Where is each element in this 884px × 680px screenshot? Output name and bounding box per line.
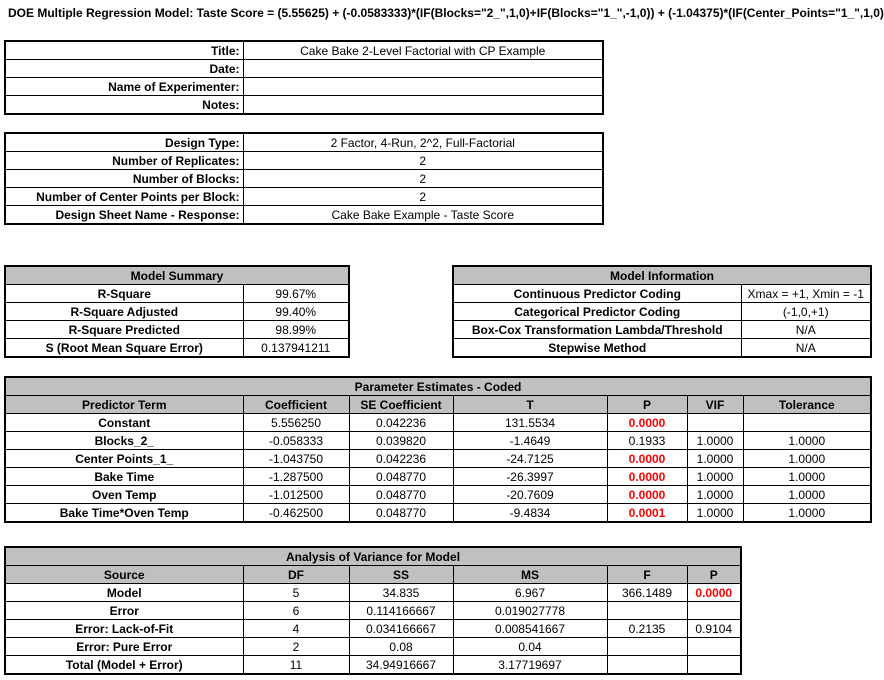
stepwise-value: N/A <box>741 339 871 358</box>
continuous-coding-label: Continuous Predictor Coding <box>453 285 741 303</box>
anova-df: 5 <box>243 584 349 602</box>
anova-df: 2 <box>243 638 349 656</box>
anova-ss: 0.08 <box>349 638 453 656</box>
design-table <box>4 132 604 225</box>
model-info-row <box>453 303 871 321</box>
anova-ss: 34.835 <box>349 584 453 602</box>
column-header: T <box>453 396 607 414</box>
vif: 1.0000 <box>687 486 743 504</box>
rmse-label: S (Root Mean Square Error) <box>5 339 243 358</box>
tolerance: 1.0000 <box>743 432 871 450</box>
predictor-term: Bake Time <box>5 468 243 486</box>
center-points-value: 2 <box>243 188 603 206</box>
r-square-adjusted-label: R-Square Adjusted <box>5 303 243 321</box>
column-header: Source <box>5 566 243 584</box>
column-header: SS <box>349 566 453 584</box>
model-info-row <box>453 321 871 339</box>
anova-f <box>607 602 687 620</box>
column-header: VIF <box>687 396 743 414</box>
date-value[interactable] <box>243 60 603 78</box>
model-summary-row <box>5 285 349 303</box>
design-row-center-points <box>5 188 603 206</box>
column-header: F <box>607 566 687 584</box>
t-value: 131.5534 <box>453 414 607 432</box>
model-info-row <box>453 339 871 358</box>
column-header: DF <box>243 566 349 584</box>
anova-f: 0.2135 <box>607 620 687 638</box>
box-cox-label: Box-Cox Transformation Lambda/Threshold <box>453 321 741 339</box>
predictor-term: Center Points_1_ <box>5 450 243 468</box>
column-header: SE Coefficient <box>349 396 453 414</box>
tolerance: 1.0000 <box>743 504 871 523</box>
column-header: Coefficient <box>243 396 349 414</box>
anova-f: 366.1489 <box>607 584 687 602</box>
sheet-name-label: Design Sheet Name - Response: <box>5 206 243 225</box>
anova-df: 6 <box>243 602 349 620</box>
table-row <box>5 620 741 638</box>
model-summary-row <box>5 321 349 339</box>
anova-p: 0.9104 <box>687 620 741 638</box>
title-value[interactable]: Cake Bake 2-Level Factorial with CP Example <box>243 41 603 60</box>
se-coefficient: 0.042236 <box>349 450 453 468</box>
coefficient: -0.058333 <box>243 432 349 450</box>
t-value: -20.7609 <box>453 486 607 504</box>
anova-source: Error: Lack-of-Fit <box>5 620 243 638</box>
t-value: -24.7125 <box>453 450 607 468</box>
p-value: 0.0000 <box>607 486 687 504</box>
column-header: Predictor Term <box>5 396 243 414</box>
r-square-adjusted-value: 99.40% <box>243 303 349 321</box>
anova-header: Analysis of Variance for Model <box>5 547 741 566</box>
anova-source: Model <box>5 584 243 602</box>
design-type-label: Design Type: <box>5 133 243 152</box>
table-row <box>5 432 871 450</box>
experimenter-value[interactable] <box>243 78 603 96</box>
info-row-date <box>5 60 603 78</box>
column-header: MS <box>453 566 607 584</box>
table-row <box>5 504 871 523</box>
column-header: P <box>687 566 741 584</box>
blocks-label: Number of Blocks: <box>5 170 243 188</box>
design-row-replicates <box>5 152 603 170</box>
tolerance <box>743 414 871 432</box>
r-square-label: R-Square <box>5 285 243 303</box>
table-row <box>5 656 741 675</box>
anova-ss: 0.114166667 <box>349 602 453 620</box>
regression-equation: DOE Multiple Regression Model: Taste Score = (5.55625) + (-0.0583333)*(IF(Blocks="2_",1,0)+IF(Blocks="1_",-1,0)) + (-1.04375)*(IF(Center_Points="1_",1,0) <box>8 6 884 20</box>
anova-p <box>687 602 741 620</box>
stepwise-label: Stepwise Method <box>453 339 741 358</box>
categorical-coding-label: Categorical Predictor Coding <box>453 303 741 321</box>
table-row <box>5 486 871 504</box>
p-value: 0.0000 <box>607 468 687 486</box>
p-value: 0.0000 <box>607 450 687 468</box>
anova-source: Error: Pure Error <box>5 638 243 656</box>
table-row <box>5 468 871 486</box>
parameter-estimates-table <box>4 376 872 523</box>
anova-ms: 6.967 <box>453 584 607 602</box>
t-value: -26.3997 <box>453 468 607 486</box>
p-value: 0.0001 <box>607 504 687 523</box>
column-header: P <box>607 396 687 414</box>
anova-ms: 3.17719697 <box>453 656 607 675</box>
sheet-name-value: Cake Bake Example - Taste Score <box>243 206 603 225</box>
anova-ms: 0.04 <box>453 638 607 656</box>
coefficient: -0.462500 <box>243 504 349 523</box>
anova-table <box>4 546 742 675</box>
table-row <box>5 584 741 602</box>
model-summary-header: Model Summary <box>5 266 349 285</box>
se-coefficient: 0.039820 <box>349 432 453 450</box>
predictor-term: Blocks_2_ <box>5 432 243 450</box>
model-info-header: Model Information <box>453 266 871 285</box>
continuous-coding-value: Xmax = +1, Xmin = -1 <box>741 285 871 303</box>
info-table <box>4 40 604 115</box>
anova-p <box>687 638 741 656</box>
parameter-columns-row <box>5 396 871 414</box>
model-summary-row <box>5 303 349 321</box>
anova-columns-row <box>5 566 741 584</box>
notes-value[interactable] <box>243 96 603 115</box>
anova-ss: 34.94916667 <box>349 656 453 675</box>
p-value: 0.0000 <box>607 414 687 432</box>
info-row-notes <box>5 96 603 115</box>
parameter-estimates-header: Parameter Estimates - Coded <box>5 377 871 396</box>
se-coefficient: 0.048770 <box>349 504 453 523</box>
coefficient: -1.287500 <box>243 468 349 486</box>
table-row <box>5 414 871 432</box>
coefficient: -1.012500 <box>243 486 349 504</box>
vif: 1.0000 <box>687 468 743 486</box>
table-row <box>5 602 741 620</box>
table-row <box>5 450 871 468</box>
anova-source: Error <box>5 602 243 620</box>
vif: 1.0000 <box>687 504 743 523</box>
info-row-title <box>5 41 603 60</box>
r-square-predicted-label: R-Square Predicted <box>5 321 243 339</box>
r-square-value: 99.67% <box>243 285 349 303</box>
t-value: -1.4649 <box>453 432 607 450</box>
vif <box>687 414 743 432</box>
coefficient: -1.043750 <box>243 450 349 468</box>
categorical-coding-value: (-1,0,+1) <box>741 303 871 321</box>
predictor-term: Oven Temp <box>5 486 243 504</box>
replicates-value: 2 <box>243 152 603 170</box>
table-row <box>5 638 741 656</box>
design-row-sheet <box>5 206 603 225</box>
box-cox-value: N/A <box>741 321 871 339</box>
design-type-value: 2 Factor, 4-Run, 2^2, Full-Factorial <box>243 133 603 152</box>
experimenter-label: Name of Experimenter: <box>5 78 243 96</box>
anova-p <box>687 656 741 675</box>
anova-ss: 0.034166667 <box>349 620 453 638</box>
anova-p: 0.0000 <box>687 584 741 602</box>
anova-ms: 0.019027778 <box>453 602 607 620</box>
predictor-term: Bake Time*Oven Temp <box>5 504 243 523</box>
se-coefficient: 0.042236 <box>349 414 453 432</box>
anova-source: Total (Model + Error) <box>5 656 243 675</box>
anova-ms: 0.008541667 <box>453 620 607 638</box>
replicates-label: Number of Replicates: <box>5 152 243 170</box>
model-info-row <box>453 285 871 303</box>
notes-label: Notes: <box>5 96 243 115</box>
design-row-type <box>5 133 603 152</box>
tolerance: 1.0000 <box>743 450 871 468</box>
predictor-term: Constant <box>5 414 243 432</box>
coefficient: 5.556250 <box>243 414 349 432</box>
title-label: Title: <box>5 41 243 60</box>
t-value: -9.4834 <box>453 504 607 523</box>
vif: 1.0000 <box>687 450 743 468</box>
model-summary-row <box>5 339 349 358</box>
info-row-experimenter <box>5 78 603 96</box>
rmse-value: 0.137941211 <box>243 339 349 358</box>
design-row-blocks <box>5 170 603 188</box>
column-header: Tolerance <box>743 396 871 414</box>
tolerance: 1.0000 <box>743 468 871 486</box>
anova-f <box>607 638 687 656</box>
vif: 1.0000 <box>687 432 743 450</box>
model-info-table <box>452 265 872 358</box>
se-coefficient: 0.048770 <box>349 486 453 504</box>
p-value: 0.1933 <box>607 432 687 450</box>
anova-df: 11 <box>243 656 349 675</box>
tolerance: 1.0000 <box>743 486 871 504</box>
anova-df: 4 <box>243 620 349 638</box>
model-summary-table <box>4 265 350 358</box>
center-points-label: Number of Center Points per Block: <box>5 188 243 206</box>
r-square-predicted-value: 98.99% <box>243 321 349 339</box>
anova-f <box>607 656 687 675</box>
blocks-value: 2 <box>243 170 603 188</box>
se-coefficient: 0.048770 <box>349 468 453 486</box>
date-label: Date: <box>5 60 243 78</box>
